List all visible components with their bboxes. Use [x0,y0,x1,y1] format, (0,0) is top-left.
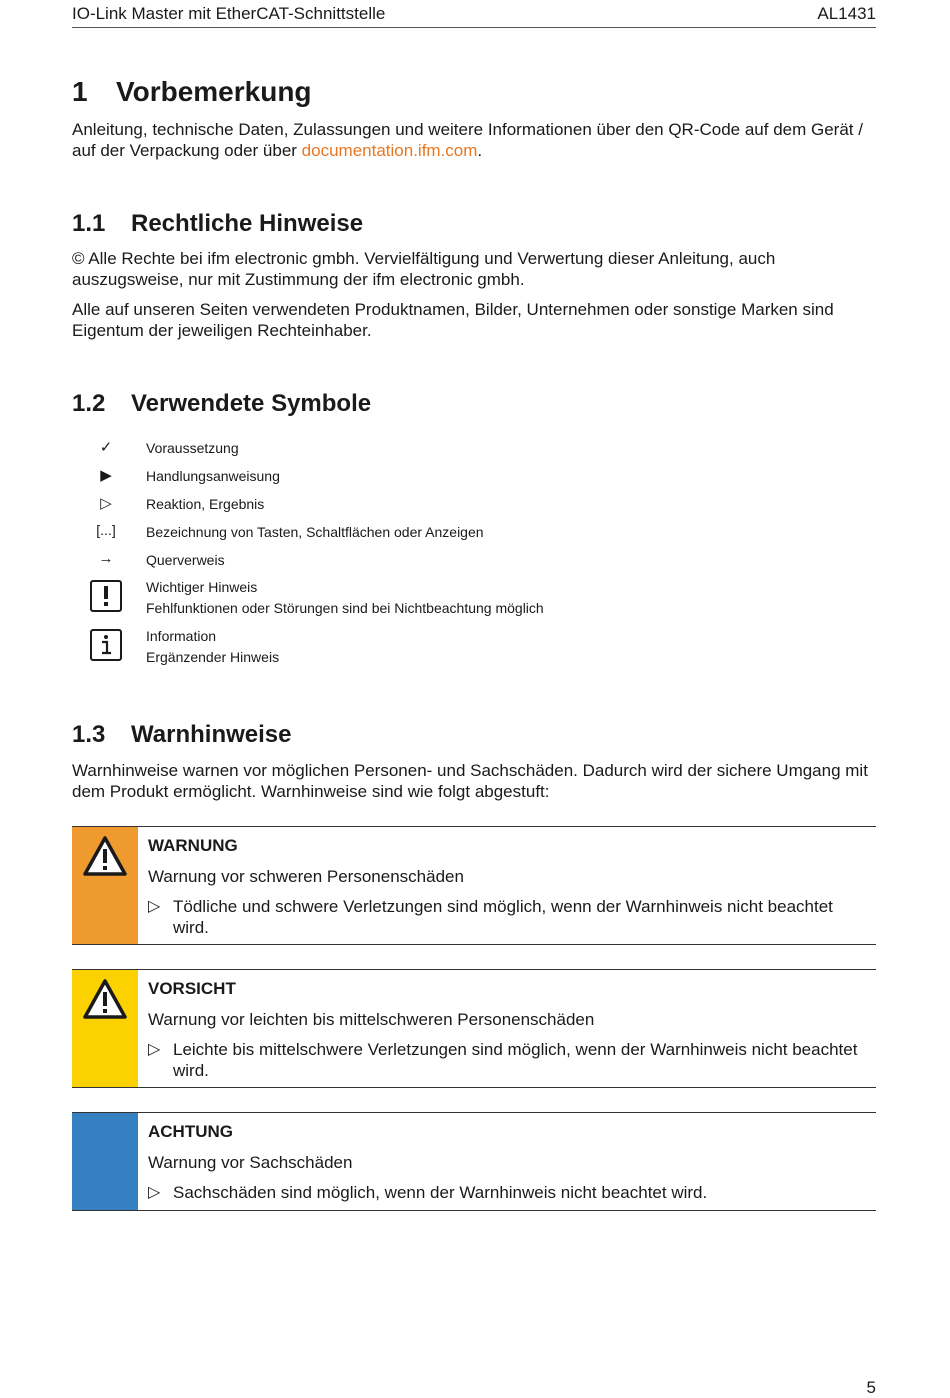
section-title: Verwendete Symbole [131,390,372,417]
symbol-label: Bezeichnung von Tasten, Schaltflächen oder Anzeigen [146,524,484,540]
filled-triangle-icon: ▶ [100,467,112,484]
symbol-label: Handlungsanweisung [146,468,280,484]
warning-triangle-icon [82,835,128,877]
warning-subtitle: Warnung vor leichten bis mittelschweren Personenschäden [148,1010,595,1029]
symbol-label: Querverweis [146,552,225,568]
section-1-paragraph [72,120,876,161]
warning-color-bar [72,970,138,1087]
warning-bullet-text: Sachschäden sind möglich, wenn der Warnhinweis nicht beachtet wird. [173,1183,708,1202]
section-1-3-heading [72,721,291,749]
section-number: 1.1 [72,210,106,237]
document-code: AL1431 [817,4,876,23]
information-icon [90,629,122,661]
warning-bullet-text: Tödliche und schwere Verletzungen sind möglich, wenn der Warnhinweis nicht beachtet wird. [173,897,833,937]
section-number: 1.3 [72,721,106,748]
warning-color-bar [72,1113,138,1210]
warning-title: WARNUNG [148,836,238,855]
result-triangle-icon: ▷ [148,1184,161,1201]
document-header-title: IO-Link Master mit EtherCAT-Schnittstelle [72,4,386,23]
result-triangle-icon: ▷ [148,1041,161,1058]
warning-bullet-text: Leichte bis mittelschwere Verletzungen sind möglich, wenn der Warnhinweis nicht beachtet wird. [173,1040,858,1080]
checkmark-icon: ✓ [99,439,113,456]
warning-bullet [148,1183,868,1204]
result-triangle-icon: ▷ [148,898,161,915]
section-number: 1.2 [72,390,106,417]
page-number: 5 [866,1378,876,1397]
arrow-right-icon: → [98,550,114,567]
paragraph-text-end: . [477,140,483,160]
warning-subtitle: Warnung vor Sachschäden [148,1153,353,1172]
section-title: Warnhinweise [131,721,292,748]
warning-subtitle: Warnung vor schweren Personenschäden [148,867,464,886]
warning-bullet [148,897,868,938]
warning-box-achtung [72,1112,876,1211]
warning-triangle-icon [82,978,128,1020]
documentation-link[interactable]: documentation.ifm.com [301,140,478,160]
symbol-label: Voraussetzung [146,440,239,456]
legal-paragraph-2: Alle auf unseren Seiten verwendeten Produktnamen, Bilder, Unternehmen oder sonstige Marken sind Eigentum der jeweiligen Rechteinhaber. [72,300,834,340]
brackets-icon: [...] [96,522,116,538]
warning-box-warnung [72,826,876,945]
section-1-2-heading [72,390,371,418]
information-text: Ergänzender Hinweis [146,649,280,665]
important-notice-text: Fehlfunktionen oder Störungen sind bei Nichtbeachtung möglich [146,600,544,616]
section-title: Rechtliche Hinweise [131,210,364,237]
section-title: Vorbemerkung [116,76,312,107]
warning-bullet [148,1040,868,1081]
section-1-heading [72,76,312,108]
warning-title: ACHTUNG [148,1122,233,1141]
warning-color-bar [72,827,138,944]
important-notice-icon [90,580,122,612]
paragraph-text: Anleitung, technische Daten, Zulassungen und weitere Informationen über den QR-Code auf dem Gerät / auf der Verpackung oder über [72,120,863,160]
warning-title: VORSICHT [148,979,236,998]
important-notice-title: Wichtiger Hinweis [146,579,258,595]
section-1-1-heading [72,210,363,238]
legal-paragraph-1: © Alle Rechte bei ifm electronic gmbh. Vervielfältigung und Verwertung dieser Anleitung, auch auszugsweise, nur mit Zustimmung der ifm electronic gmbh. [72,249,776,289]
information-title: Information [146,628,217,644]
header-divider [72,27,876,28]
warnings-intro: Warnhinweise warnen vor möglichen Personen- und Sachschäden. Dadurch wird der sichere Umgang mit dem Produkt ermöglicht. Warnhinweise sind wie folgt abgestuft: [72,761,868,801]
warning-box-vorsicht [72,969,876,1088]
section-number: 1 [72,76,88,107]
outline-triangle-icon: ▷ [100,495,112,512]
symbol-label: Reaktion, Ergebnis [146,496,265,512]
